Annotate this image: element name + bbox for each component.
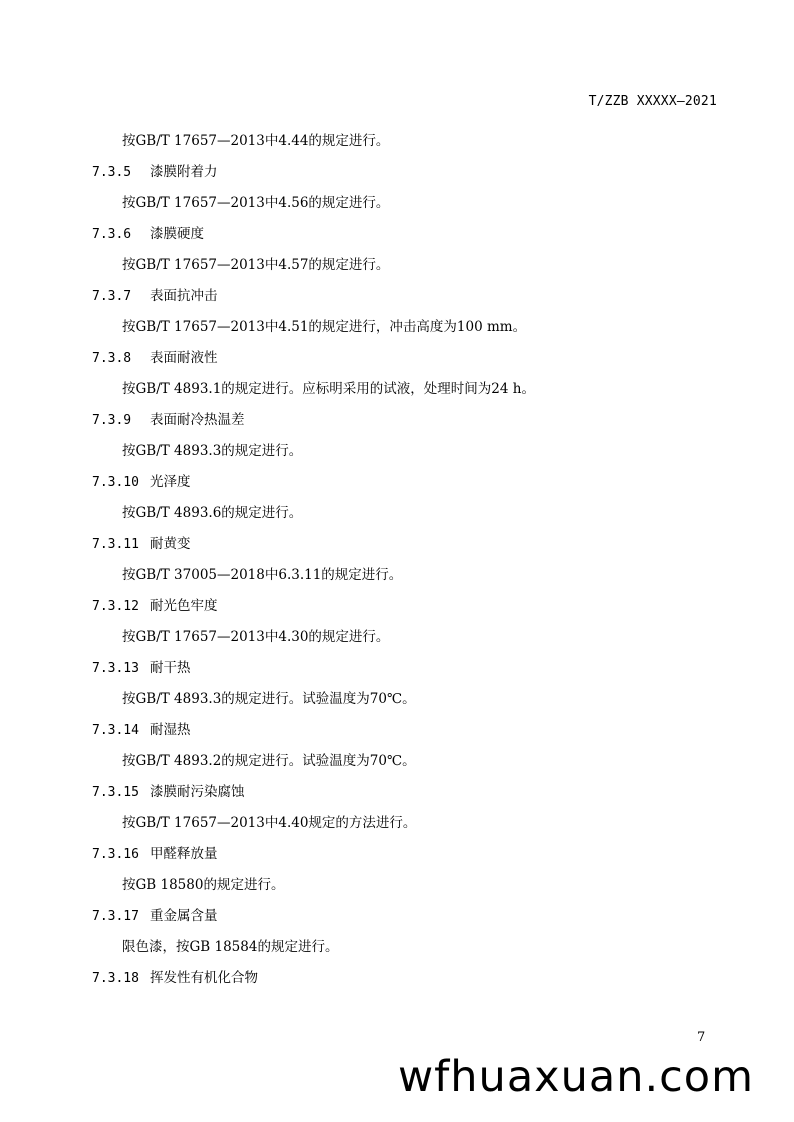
section-title: 表面耐液性 (150, 350, 218, 366)
paragraph-text: 按GB/T 4893.3的规定进行。试验温度为70℃。 (122, 691, 416, 707)
section-number: 7.3.6 (92, 227, 132, 242)
paragraph-text: 限色漆，按GB 18584的规定进行。 (122, 939, 339, 955)
section-number: 7.3.12 (92, 599, 139, 614)
section-title: 漆膜耐污染腐蚀 (150, 784, 245, 800)
paragraph-text: 按GB/T 17657—2013中4.40规定的方法进行。 (122, 815, 417, 831)
section-heading (92, 655, 732, 686)
section-heading (92, 407, 732, 438)
section-heading (92, 965, 732, 996)
section-heading (92, 779, 732, 810)
paragraph-text: 按GB/T 17657—2013中4.44的规定进行。 (122, 133, 390, 149)
section-number: 7.3.13 (92, 661, 139, 676)
section-number: 7.3.15 (92, 785, 139, 800)
section-title: 耐干热 (150, 660, 191, 676)
watermark-text: wfhuaxuan.com (398, 1052, 754, 1102)
paragraph-text: 按GB/T 17657—2013中4.30的规定进行。 (122, 629, 390, 645)
section-number: 7.3.7 (92, 289, 132, 304)
section-heading (92, 903, 732, 934)
paragraph-text: 按GB 18580的规定进行。 (122, 877, 285, 893)
section-heading (92, 717, 732, 748)
paragraph-text: 按GB/T 4893.2的规定进行。试验温度为70℃。 (122, 753, 416, 769)
section-title: 重金属含量 (150, 908, 218, 924)
paragraph-text: 按GB/T 17657—2013中4.56的规定进行。 (122, 195, 390, 211)
section-number: 7.3.5 (92, 165, 132, 180)
section-heading (92, 469, 732, 500)
paragraph-text: 按GB/T 17657—2013中4.51的规定进行，冲击高度为100 mm。 (122, 319, 527, 335)
section-heading (92, 345, 732, 376)
paragraph-text: 按GB/T 4893.3的规定进行。 (122, 443, 303, 459)
section-heading (92, 531, 732, 562)
section-number: 7.3.17 (92, 909, 139, 924)
document-header-code: T/ZZB XXXXX—2021 (588, 94, 717, 109)
section-title: 光泽度 (150, 474, 191, 490)
section-heading (92, 159, 732, 190)
section-title: 耐湿热 (150, 722, 191, 738)
section-heading (92, 283, 732, 314)
section-heading (92, 593, 732, 624)
section-number: 7.3.14 (92, 723, 139, 738)
section-heading (92, 841, 732, 872)
paragraph-text: 按GB/T 37005—2018中6.3.11的规定进行。 (122, 567, 403, 583)
section-number: 7.3.9 (92, 413, 132, 428)
section-number: 7.3.8 (92, 351, 132, 366)
paragraph-text: 按GB/T 4893.1的规定进行。应标明采用的试液，处理时间为24 h。 (122, 381, 535, 397)
section-title: 表面耐冷热温差 (150, 412, 245, 428)
page-number: 7 (697, 1030, 706, 1045)
section-title: 耐黄变 (150, 536, 191, 552)
section-title: 耐光色牢度 (150, 598, 218, 614)
paragraph-text: 按GB/T 4893.6的规定进行。 (122, 505, 303, 521)
section-title: 漆膜硬度 (150, 226, 204, 242)
section-number: 7.3.11 (92, 537, 139, 552)
section-title: 表面抗冲击 (150, 288, 218, 304)
section-title: 挥发性有机化合物 (150, 970, 258, 986)
section-title: 漆膜附着力 (150, 164, 218, 180)
paragraph-text: 按GB/T 17657—2013中4.57的规定进行。 (122, 257, 390, 273)
document-body (92, 128, 732, 996)
section-number: 7.3.18 (92, 971, 139, 986)
section-number: 7.3.10 (92, 475, 139, 490)
section-number: 7.3.16 (92, 847, 139, 862)
section-heading (92, 221, 732, 252)
section-title: 甲醛释放量 (150, 846, 218, 862)
